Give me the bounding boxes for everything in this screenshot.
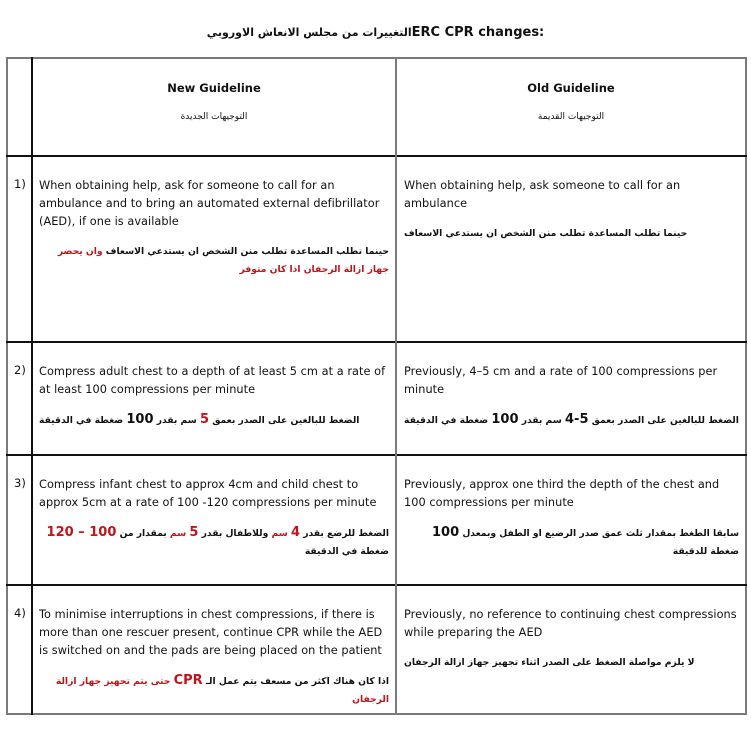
highlighted-text-segment: 5: [189, 525, 199, 540]
row-number: 1): [7, 156, 32, 342]
new-guideline-arabic: [39, 672, 389, 709]
highlighted-text-segment: حتى يتم تجهيز جهاز ازالة الرجفان: [55, 676, 389, 705]
new-guideline-cell: [32, 342, 396, 455]
old-guideline-arabic: [404, 225, 739, 243]
number-column-header: [7, 58, 32, 156]
highlighted-text-segment: سم: [169, 528, 190, 539]
old-guideline-cell: [396, 455, 746, 585]
old-guideline-cell: [396, 342, 746, 455]
document-title-english: ERC CPR changes:: [411, 25, 545, 40]
old-guideline-arabic: [404, 411, 739, 430]
highlighted-text-segment: 5: [200, 412, 210, 427]
arabic-text-segment: وللاطفال بقدر: [198, 528, 272, 539]
old-guideline-header: [396, 58, 746, 156]
table-row: [7, 585, 746, 714]
table-row: [7, 156, 746, 342]
table-header-row: [7, 58, 746, 156]
highlighted-text-segment: 4: [290, 525, 300, 540]
arabic-text-segment: ضغطة في الدقيقة: [404, 415, 492, 426]
arabic-text-segment: بمقدار من: [116, 528, 170, 539]
document-title: [0, 24, 751, 42]
highlighted-text-segment: سم: [271, 528, 291, 539]
arabic-text-segment: حينما تطلب المساعدة تطلب منن الشخص ان يستدعي الاسعاف: [404, 228, 688, 239]
table-row: [7, 342, 746, 455]
old-guideline-header-arabic: التوجيهات القديمة: [537, 112, 605, 122]
arabic-text-segment: ضغطة في الدقيقة: [39, 415, 127, 426]
new-guideline-english: Compress infant chest to approx 4cm and child chest to approx 5cm at a rate of 100 -120 compressions per minute: [39, 478, 377, 509]
highlighted-text-segment: 100: [431, 525, 460, 540]
guideline-comparison-table: [6, 57, 747, 715]
document-title-arabic: التغييرات من مجلس الانعاش الاوروبي: [206, 26, 412, 39]
new-guideline-arabic: [39, 524, 389, 561]
new-guideline-english: To minimise interruptions in chest compressions, if there is more than one rescuer present, continue CPR while the AED is switched on and the pads are being placed on the patient: [39, 608, 383, 657]
old-guideline-cell: [396, 156, 746, 342]
highlighted-text-segment: CPR: [173, 673, 203, 688]
arabic-text-segment: اذا كان هناك اكثر من مسعف يتم عمل الـ: [202, 676, 389, 687]
arabic-text-segment: الضغط للبالغين على الصدر بعمق: [209, 415, 360, 426]
row-number: 3): [7, 455, 32, 585]
arabic-text-segment: سابقا الطغط بمقدار ثلث عمق صدر الرضيع او الطفل وبمعدل: [459, 528, 739, 539]
highlighted-text-segment: 100: [491, 412, 519, 427]
table-row: [7, 455, 746, 585]
old-guideline-english: Previously, approx one third the depth of the chest and 100 compressions per minute: [404, 478, 720, 509]
new-guideline-header-english: New Guideline: [167, 81, 261, 95]
arabic-text-segment: سم بقدر: [518, 415, 565, 426]
new-guideline-english: When obtaining help, ask for someone to call for an ambulance and to bring an automated external defibrillator (AED), if one is available: [39, 179, 380, 228]
highlighted-text-segment: 100 – 120: [46, 525, 117, 540]
arabic-text-segment: الضغط للرضع بقدر: [300, 528, 389, 539]
row-number: 4): [7, 585, 32, 714]
row-number: 2): [7, 342, 32, 455]
arabic-text-segment: ضغطة للدقيقة: [672, 546, 739, 557]
old-guideline-english: When obtaining help, ask someone to call for an ambulance: [404, 179, 681, 210]
arabic-text-segment: حينما تطلب المساعدة تطلب منن الشخص ان يستدعي الاسعاف: [102, 246, 389, 257]
new-guideline-header-arabic: التوجيهات الجديدة: [180, 112, 248, 122]
old-guideline-arabic: [404, 654, 739, 672]
arabic-text-segment: الضغط للبالغين على الصدر بعمق: [588, 415, 739, 426]
old-guideline-english: Previously, 4–5 cm and a rate of 100 compressions per minute: [404, 365, 718, 396]
new-guideline-cell: [32, 585, 396, 714]
old-guideline-header-english: Old Guideline: [527, 81, 615, 95]
old-guideline-cell: [396, 585, 746, 714]
arabic-text-segment: ضغطة في الدقيقة: [304, 546, 389, 557]
arabic-text-segment: لا يلزم مواصلة الضغط على الصدر اثناء تجهيز جهاز ازالة الرجفان: [404, 657, 695, 668]
arabic-text-segment: سم بقدر: [153, 415, 200, 426]
new-guideline-cell: [32, 455, 396, 585]
new-guideline-arabic: [39, 243, 389, 279]
new-guideline-cell: [32, 156, 396, 342]
new-guideline-header: [32, 58, 396, 156]
highlighted-text-segment: 100: [126, 412, 154, 427]
new-guideline-arabic: [39, 411, 389, 430]
old-guideline-arabic: [404, 524, 739, 561]
highlighted-text-segment: 5-4: [565, 412, 589, 427]
highlighted-text-segment: وان يحضر جهاز ازالة الرجفان اذا كان متوفر: [57, 246, 389, 275]
new-guideline-english: Compress adult chest to a depth of at least 5 cm at a rate of at least 100 compressions per minute: [39, 365, 386, 396]
old-guideline-english: Previously, no reference to continuing chest compressions while preparing the AED: [404, 608, 737, 639]
